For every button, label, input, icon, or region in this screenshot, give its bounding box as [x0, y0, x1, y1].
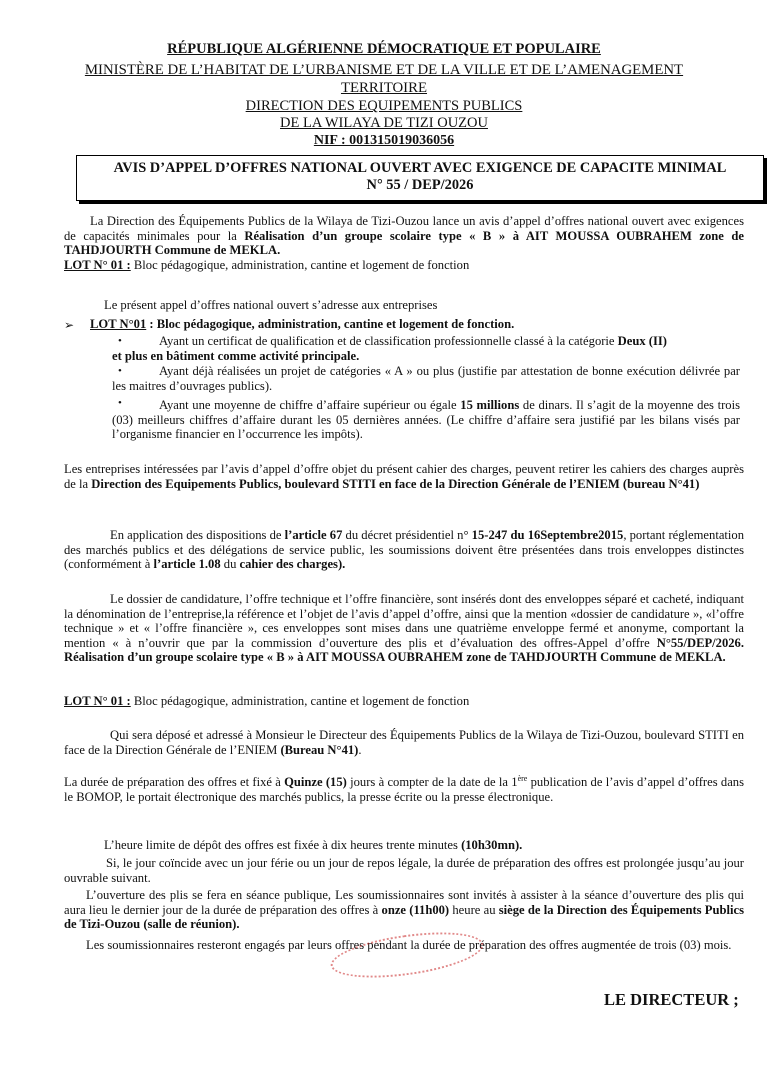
notice-number: N° 55 / DEP/2026 — [366, 177, 474, 193]
withdrawal-paragraph — [64, 462, 744, 491]
duration-text-2: jours à compter de la date de la 1 — [346, 775, 518, 790]
deposit-office: (Bureau N°41) — [280, 742, 359, 757]
withdrawal-text: Les entreprises intéressées par l’avis d’appel d’offre objet du présent cahier des charges, peuvent retirer les cahiers des charges auprès de la — [64, 462, 744, 491]
deadline-paragraph — [104, 838, 522, 853]
ministry-heading-line2: TERRITOIRE — [340, 80, 428, 96]
opening-text-2: heure au — [449, 902, 499, 917]
criterion-qualification-text: Ayant un certificat de qualification et de classification professionnelle classé à la catégorie — [159, 334, 618, 348]
specification-article: l’article 1.08 — [153, 557, 221, 572]
opening-paragraph — [64, 888, 744, 932]
withdrawal-location: Direction des Equipements Publics, boulevard STITI en face de la Direction Générale de l’ENIEM (bureau N°41) — [91, 476, 700, 491]
category-value: Deux (II) — [617, 334, 667, 348]
official-stamp — [328, 924, 486, 985]
bullet-dot-icon: • — [118, 397, 122, 409]
notice-title: AVIS D’APPEL D’OFFRES NATIONAL OUVERT AVEC EXIGENCE DE CAPACITE MINIMAL — [113, 160, 727, 176]
bullet-dot-icon: • — [118, 365, 122, 377]
dossier-text: Le dossier de candidature, l’offre technique et l’offre financière, sont insérés dont des enveloppes séparé et cacheté, indiquant la dénomination de l’entreprise,la référence et l’objet de l’avis d’appel d’offre, ainsi que la mention «dossier de candidature », «l’offre technique » et « l’offre financière », ces enveloppes sont mises dans une quatrième enveloppe fermé et anonyme, comportant la mention « à n’ouvrir que par la commission d’ouverture des plis et d’évaluation des offres-Appel d’offre — [64, 592, 744, 650]
duration-text-3: publication de l’avis d’appel d’offres dans le BOMOP, le portait électronique des marchés publics, la presse écrite ou la presse électronique. — [64, 775, 744, 804]
deposit-text: Qui sera déposé et adressé à Monsieur le Directeur des Équipements Publics de la Wilaya de Tizi-Ouzou, boulevard STITI en face de la Direction Générale de l’ENIEM — [64, 728, 744, 757]
direction-heading-line2: DE LA WILAYA DE TIZI OUZOU — [280, 115, 488, 131]
deposit-paragraph — [64, 728, 744, 757]
duration-days: Quinze (15) — [284, 775, 347, 790]
ministry-heading-line1: MINISTÈRE DE L’HABITAT DE L’URBANISME ET DE LA VILLE ET DE L’AMENAGEMENT — [84, 62, 684, 78]
deadline-time: (10h30mn). — [461, 838, 523, 852]
criterion-qualification — [112, 334, 740, 363]
dossier-reference: N°55/DEP/2026. Réalisation d’un groupe scolaire type « B » à AIT MOUSSA OUBRAHEM zone de TAHDJOURTH Commune de MEKLA. — [64, 635, 744, 665]
notice-title-box — [76, 155, 764, 201]
turnover-details: de dinars. Il s’agit de la moyenne des trois (03) meilleurs chiffres d’affaire durant les 05 dernières années. (Le chiffre d’affaire sera justifié par les bilans visés par l’organisme financier en l’occurrence les impôts). — [112, 398, 740, 442]
director-signature: LE DIRECTEUR ; — [604, 990, 739, 1009]
opening-room: (salle de réunion). — [140, 917, 240, 932]
eligibility-lot-line — [90, 317, 514, 332]
direction-heading-line1: DIRECTION DES EQUIPEMENTS PUBLICS — [245, 98, 523, 114]
dossier-lot-label: LOT N° 01 : — [64, 694, 131, 708]
legal-text-2: du décret présidentiel n° — [342, 528, 472, 542]
article-number: l’article 67 — [284, 528, 343, 542]
duration-paragraph — [64, 772, 744, 804]
deadline-text: L’heure limite de dépôt des offres est fixée à dix heures trente minutes — [104, 838, 462, 852]
intro-text: La Direction des Équipements Publics de la Wilaya de Tizi-Ouzou lance un avis d’appel d’offres national ouvert avec exigences de capacités minimales pour la — [64, 214, 744, 243]
legal-text-1: En application des dispositions de — [110, 528, 285, 542]
nif-number: NIF : 001315019036056 — [313, 133, 455, 148]
validity-paragraph: Les soumissionnaires resteront engagés par leurs offres pendant la durée de préparation des offres augmentée de trois (03) mois. — [86, 938, 732, 952]
decree-reference: 15-247 du 16Septembre2015 — [471, 528, 624, 542]
intro-paragraph — [64, 214, 744, 258]
eligibility-intro: Le présent appel d’offres national ouvert s’adresse aux entreprises — [104, 298, 438, 312]
lot-label: LOT N° 01 : — [64, 258, 131, 272]
legal-text-3: , portant réglementation des marchés publics et des délégations de service public, les soumissions doivent être présentées dans trois enveloppes distinctes (conformément à — [64, 528, 745, 572]
opening-text-1: L’ouverture des plis se fera en séance publique, Les soumissionnaires sont invités à assister à la séance d’ouverture des plis qui aura lieu le dernier jour de la durée de préparation des offres à — [64, 888, 744, 917]
criterion-turnover — [112, 398, 740, 442]
legal-text-4: du — [220, 557, 240, 572]
ordinal-superscript: ère — [517, 774, 528, 783]
holiday-paragraph: Si, le jour coïncide avec un jour férie ou un jour de repos légale, la durée de préparation des offres est prolongée jusqu’au jour ouvrable suivant. — [64, 856, 744, 885]
dossier-lot-description: Bloc pédagogique, administration, cantine et logement de fonction — [130, 694, 470, 708]
legal-basis-paragraph — [64, 528, 744, 572]
opening-location: siège de la Direction des Équipements Publics de Tizi-Ouzou — [64, 902, 744, 932]
turnover-text: Ayant une moyenne de chiffre d’affaire supérieur ou égale — [159, 398, 461, 412]
dossier-paragraph — [64, 592, 744, 665]
intro-lot-line — [64, 258, 469, 273]
turnover-amount: 15 millions — [460, 398, 520, 412]
project-title: Réalisation d’un groupe scolaire type « B » à AIT MOUSSA OUBRAHEM zone de TAHDJOURTH Commune de MEKLA. — [64, 228, 744, 258]
opening-time: onze (11h00) — [381, 902, 450, 917]
lot-description: Bloc pédagogique, administration, cantine et logement de fonction — [130, 258, 470, 272]
eligibility-lot-description: : Bloc pédagogique, administration, cantine et logement de fonction. — [146, 317, 515, 331]
activity-requirement: et plus en bâtiment comme activité principale. — [112, 348, 360, 363]
eligibility-lot-label: LOT N°01 — [90, 317, 147, 331]
dossier-lot-line — [64, 694, 469, 709]
deposit-end: . — [358, 742, 362, 757]
duration-text-1: La durée de préparation des offres et fixé à — [64, 775, 285, 790]
specification-name: cahier des charges). — [239, 557, 346, 572]
criterion-experience: Ayant déjà réalisées un projet de catégories « A » ou plus (justifie par attestation de bonne exécution délivrée par les maitres d’ouvrages publics). — [112, 364, 740, 393]
bullet-dot-icon: • — [118, 335, 122, 347]
republic-heading: RÉPUBLIQUE ALGÉRIENNE DÉMOCRATIQUE ET POPULAIRE — [167, 41, 601, 57]
arrow-bullet-icon: ➢ — [64, 318, 75, 332]
